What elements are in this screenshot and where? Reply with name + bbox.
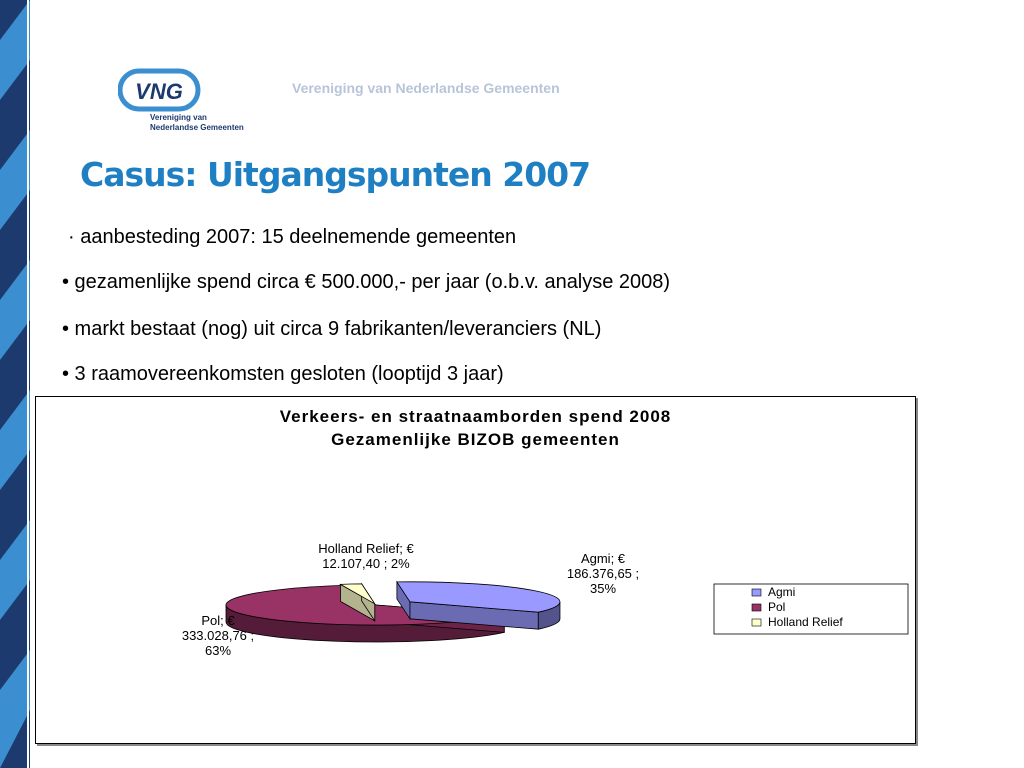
data-label-holland-relief: Holland Relief; € 12.107,40 ; 2% [318, 541, 414, 571]
legend-swatch [752, 589, 761, 596]
chart-legend [714, 584, 908, 634]
chart-title: Verkeers- en straatnaamborden spend 2008 [279, 407, 672, 426]
logo-sub-line1: Vereniging van [150, 113, 207, 122]
logo-subtitle [150, 113, 244, 133]
bullet-item: • markt bestaat (nog) uit circa 9 fabrikanten/leveranciers (NL) [62, 318, 602, 340]
legend-label: Agmi [768, 585, 796, 599]
logo-sub-line2: Nederlandse Gemeenten [150, 123, 244, 132]
legend-swatch [752, 604, 761, 611]
pie-chart [35, 396, 916, 744]
bullet-item: • gezamenlijke spend circa € 500.000,- per jaar (o.b.v. analyse 2008) [62, 271, 671, 293]
legend-swatch [752, 619, 761, 626]
legend-label: Pol [768, 600, 786, 614]
legend-label: Holland Relief [768, 615, 843, 629]
slide-title: Casus: Uitgangspunten 2007 [80, 155, 591, 194]
side-stripe-decoration [0, 0, 30, 768]
organization-name: Vereniging van Nederlandse Gemeenten [292, 80, 560, 96]
data-label-agmi: Agmi; € 186.376,65 ; 35% [566, 551, 640, 596]
chart-subtitle: Gezamenlijke BIZOB gemeenten [331, 430, 620, 449]
logo-text: VNG [135, 79, 183, 104]
pie-chart-canvas [36, 397, 915, 743]
bullet-item: • 3 raamovereenkomsten gesloten (looptijd 3 jaar) [62, 363, 504, 385]
data-label-pol: Pol; € 333.028,76 ; 63% [181, 613, 255, 658]
bullet-item: · aanbesteding 2007: 15 deelnemende gemeenten [68, 226, 517, 248]
